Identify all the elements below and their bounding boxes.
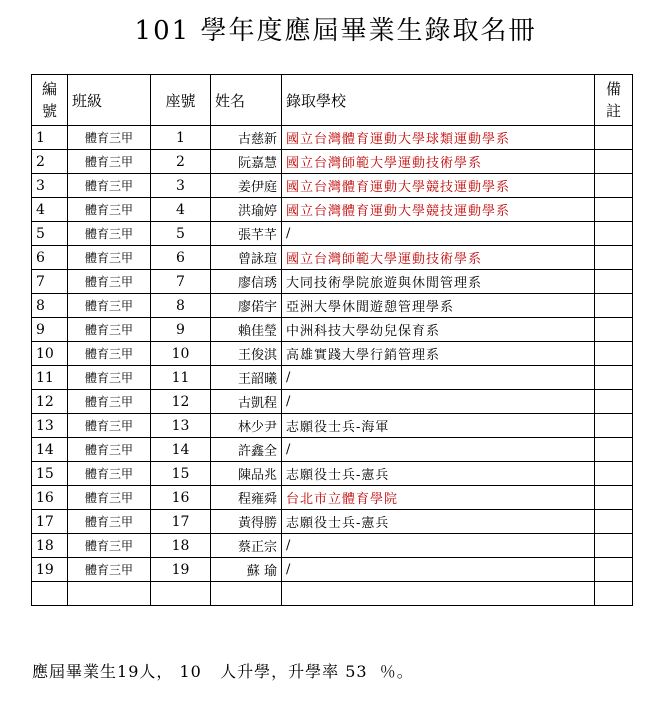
row-note bbox=[595, 342, 633, 366]
row-name: 古凱程 bbox=[211, 390, 282, 414]
row-number: 18 bbox=[32, 534, 68, 558]
header-class: 班級 bbox=[68, 75, 151, 126]
row-school: / bbox=[282, 222, 595, 246]
table-row bbox=[32, 438, 633, 462]
row-note bbox=[595, 486, 633, 510]
row-school: 志願役士兵-憲兵 bbox=[282, 510, 595, 534]
table-row bbox=[32, 198, 633, 222]
row-note bbox=[595, 462, 633, 486]
row-note bbox=[595, 174, 633, 198]
row-name: 姜伊庭 bbox=[211, 174, 282, 198]
row-seat: 2 bbox=[151, 150, 211, 174]
row-school: 國立台灣體育運動大學競技運動學系 bbox=[282, 174, 595, 198]
row-school: 大同技術學院旅遊與休閒管理系 bbox=[282, 270, 595, 294]
row-class: 體育三甲 bbox=[68, 438, 151, 462]
row-seat: 14 bbox=[151, 438, 211, 462]
row-number: 15 bbox=[32, 462, 68, 486]
row-class: 體育三甲 bbox=[68, 270, 151, 294]
table-row bbox=[32, 342, 633, 366]
row-class: 體育三甲 bbox=[68, 414, 151, 438]
row-number: 12 bbox=[32, 390, 68, 414]
row-note bbox=[595, 390, 633, 414]
row-class: 體育三甲 bbox=[68, 198, 151, 222]
row-class: 體育三甲 bbox=[68, 558, 151, 582]
row-name: 黃得勝 bbox=[211, 510, 282, 534]
row-school: / bbox=[282, 534, 595, 558]
row-seat: 11 bbox=[151, 366, 211, 390]
row-seat: 13 bbox=[151, 414, 211, 438]
table-row bbox=[32, 510, 633, 534]
table-row bbox=[32, 126, 633, 150]
row-class: 體育三甲 bbox=[68, 366, 151, 390]
row-school: 國立台灣體育運動大學競技運動學系 bbox=[282, 198, 595, 222]
row-name: 蔡正宗 bbox=[211, 534, 282, 558]
row-school: / bbox=[282, 558, 595, 582]
row-seat: 15 bbox=[151, 462, 211, 486]
row-seat: 12 bbox=[151, 390, 211, 414]
row-class: 體育三甲 bbox=[68, 126, 151, 150]
table-row bbox=[32, 174, 633, 198]
row-school: 台北市立體育學院 bbox=[282, 486, 595, 510]
row-seat: 7 bbox=[151, 270, 211, 294]
row-number: 13 bbox=[32, 414, 68, 438]
row-seat: 1 bbox=[151, 126, 211, 150]
row-name: 張芊芊 bbox=[211, 222, 282, 246]
table-row bbox=[32, 270, 633, 294]
row-number: 2 bbox=[32, 150, 68, 174]
row-number: 3 bbox=[32, 174, 68, 198]
row-note bbox=[595, 510, 633, 534]
row-seat: 8 bbox=[151, 294, 211, 318]
row-note bbox=[595, 150, 633, 174]
row-school: / bbox=[282, 366, 595, 390]
table-row bbox=[32, 318, 633, 342]
row-class: 體育三甲 bbox=[68, 486, 151, 510]
row-seat: 5 bbox=[151, 222, 211, 246]
table-row bbox=[32, 366, 633, 390]
table-row bbox=[32, 462, 633, 486]
row-number: 19 bbox=[32, 558, 68, 582]
row-note bbox=[595, 246, 633, 270]
row-name: 王俊淇 bbox=[211, 342, 282, 366]
row-seat: 17 bbox=[151, 510, 211, 534]
row-seat: 10 bbox=[151, 342, 211, 366]
row-school: 國立台灣師範大學運動技術學系 bbox=[282, 150, 595, 174]
row-number: 14 bbox=[32, 438, 68, 462]
row-class: 體育三甲 bbox=[68, 246, 151, 270]
table-row bbox=[32, 534, 633, 558]
table-row bbox=[32, 222, 633, 246]
table-row bbox=[32, 558, 633, 582]
header-seat: 座號 bbox=[151, 75, 211, 126]
table-row bbox=[32, 414, 633, 438]
row-school: 志願役士兵-憲兵 bbox=[282, 462, 595, 486]
row-class: 體育三甲 bbox=[68, 294, 151, 318]
empty-cell bbox=[282, 582, 595, 606]
row-seat: 16 bbox=[151, 486, 211, 510]
row-name: 林少尹 bbox=[211, 414, 282, 438]
row-class: 體育三甲 bbox=[68, 462, 151, 486]
row-name: 廖偌宇 bbox=[211, 294, 282, 318]
row-school: 中洲科技大學幼兒保育系 bbox=[282, 318, 595, 342]
table-row bbox=[32, 246, 633, 270]
admission-table bbox=[31, 74, 633, 606]
row-school: / bbox=[282, 438, 595, 462]
row-class: 體育三甲 bbox=[68, 342, 151, 366]
row-name: 古慈新 bbox=[211, 126, 282, 150]
row-number: 4 bbox=[32, 198, 68, 222]
row-note bbox=[595, 534, 633, 558]
row-note bbox=[595, 294, 633, 318]
page-title: 101 學年度應屆畢業生錄取名冊 bbox=[134, 16, 537, 46]
row-number: 5 bbox=[32, 222, 68, 246]
empty-cell bbox=[595, 582, 633, 606]
table-row bbox=[32, 294, 633, 318]
row-number: 16 bbox=[32, 486, 68, 510]
row-school: 國立台灣師範大學運動技術學系 bbox=[282, 246, 595, 270]
row-number: 6 bbox=[32, 246, 68, 270]
header-number: 編 號 bbox=[32, 75, 68, 126]
row-seat: 3 bbox=[151, 174, 211, 198]
row-note bbox=[595, 126, 633, 150]
row-number: 11 bbox=[32, 366, 68, 390]
row-note bbox=[595, 366, 633, 390]
row-seat: 6 bbox=[151, 246, 211, 270]
row-seat: 4 bbox=[151, 198, 211, 222]
row-name: 賴佳瑩 bbox=[211, 318, 282, 342]
empty-cell bbox=[211, 582, 282, 606]
header-school: 錄取學校 bbox=[282, 75, 595, 126]
row-school: / bbox=[282, 390, 595, 414]
row-note bbox=[595, 270, 633, 294]
row-name: 程雍舜 bbox=[211, 486, 282, 510]
row-class: 體育三甲 bbox=[68, 222, 151, 246]
row-number: 8 bbox=[32, 294, 68, 318]
row-seat: 18 bbox=[151, 534, 211, 558]
row-number: 7 bbox=[32, 270, 68, 294]
table-body bbox=[32, 126, 633, 606]
row-note bbox=[595, 558, 633, 582]
row-name: 王韶曦 bbox=[211, 366, 282, 390]
admission-summary: 應屆畢業生19人， 10 人升學，升學率 53 ％。 bbox=[32, 662, 414, 681]
table-row bbox=[32, 150, 633, 174]
row-class: 體育三甲 bbox=[68, 150, 151, 174]
row-name: 許鑫全 bbox=[211, 438, 282, 462]
row-school: 國立台灣體育運動大學球類運動學系 bbox=[282, 126, 595, 150]
header-note: 備 註 bbox=[595, 75, 633, 126]
row-name: 蘇 瑜 bbox=[211, 558, 282, 582]
row-class: 體育三甲 bbox=[68, 174, 151, 198]
row-number: 9 bbox=[32, 318, 68, 342]
row-note bbox=[595, 318, 633, 342]
row-name: 廖信琇 bbox=[211, 270, 282, 294]
empty-cell bbox=[32, 582, 68, 606]
row-school: 亞洲大學休閒遊憩管理學系 bbox=[282, 294, 595, 318]
row-note bbox=[595, 222, 633, 246]
row-class: 體育三甲 bbox=[68, 390, 151, 414]
row-note bbox=[595, 414, 633, 438]
table-header-row bbox=[32, 75, 633, 126]
row-school: 高雄實踐大學行銷管理系 bbox=[282, 342, 595, 366]
row-seat: 19 bbox=[151, 558, 211, 582]
row-seat: 9 bbox=[151, 318, 211, 342]
row-class: 體育三甲 bbox=[68, 318, 151, 342]
row-number: 1 bbox=[32, 126, 68, 150]
row-name: 陳品兆 bbox=[211, 462, 282, 486]
row-name: 曾詠瑄 bbox=[211, 246, 282, 270]
row-class: 體育三甲 bbox=[68, 534, 151, 558]
row-name: 洪瑜婷 bbox=[211, 198, 282, 222]
empty-cell bbox=[151, 582, 211, 606]
empty-cell bbox=[68, 582, 151, 606]
row-number: 17 bbox=[32, 510, 68, 534]
row-number: 10 bbox=[32, 342, 68, 366]
table-row bbox=[32, 390, 633, 414]
row-name: 阮嘉慧 bbox=[211, 150, 282, 174]
table-row-empty bbox=[32, 582, 633, 606]
row-note bbox=[595, 438, 633, 462]
row-school: 志願役士兵-海軍 bbox=[282, 414, 595, 438]
header-name: 姓名 bbox=[211, 75, 282, 126]
row-note bbox=[595, 198, 633, 222]
table-row bbox=[32, 486, 633, 510]
row-class: 體育三甲 bbox=[68, 510, 151, 534]
